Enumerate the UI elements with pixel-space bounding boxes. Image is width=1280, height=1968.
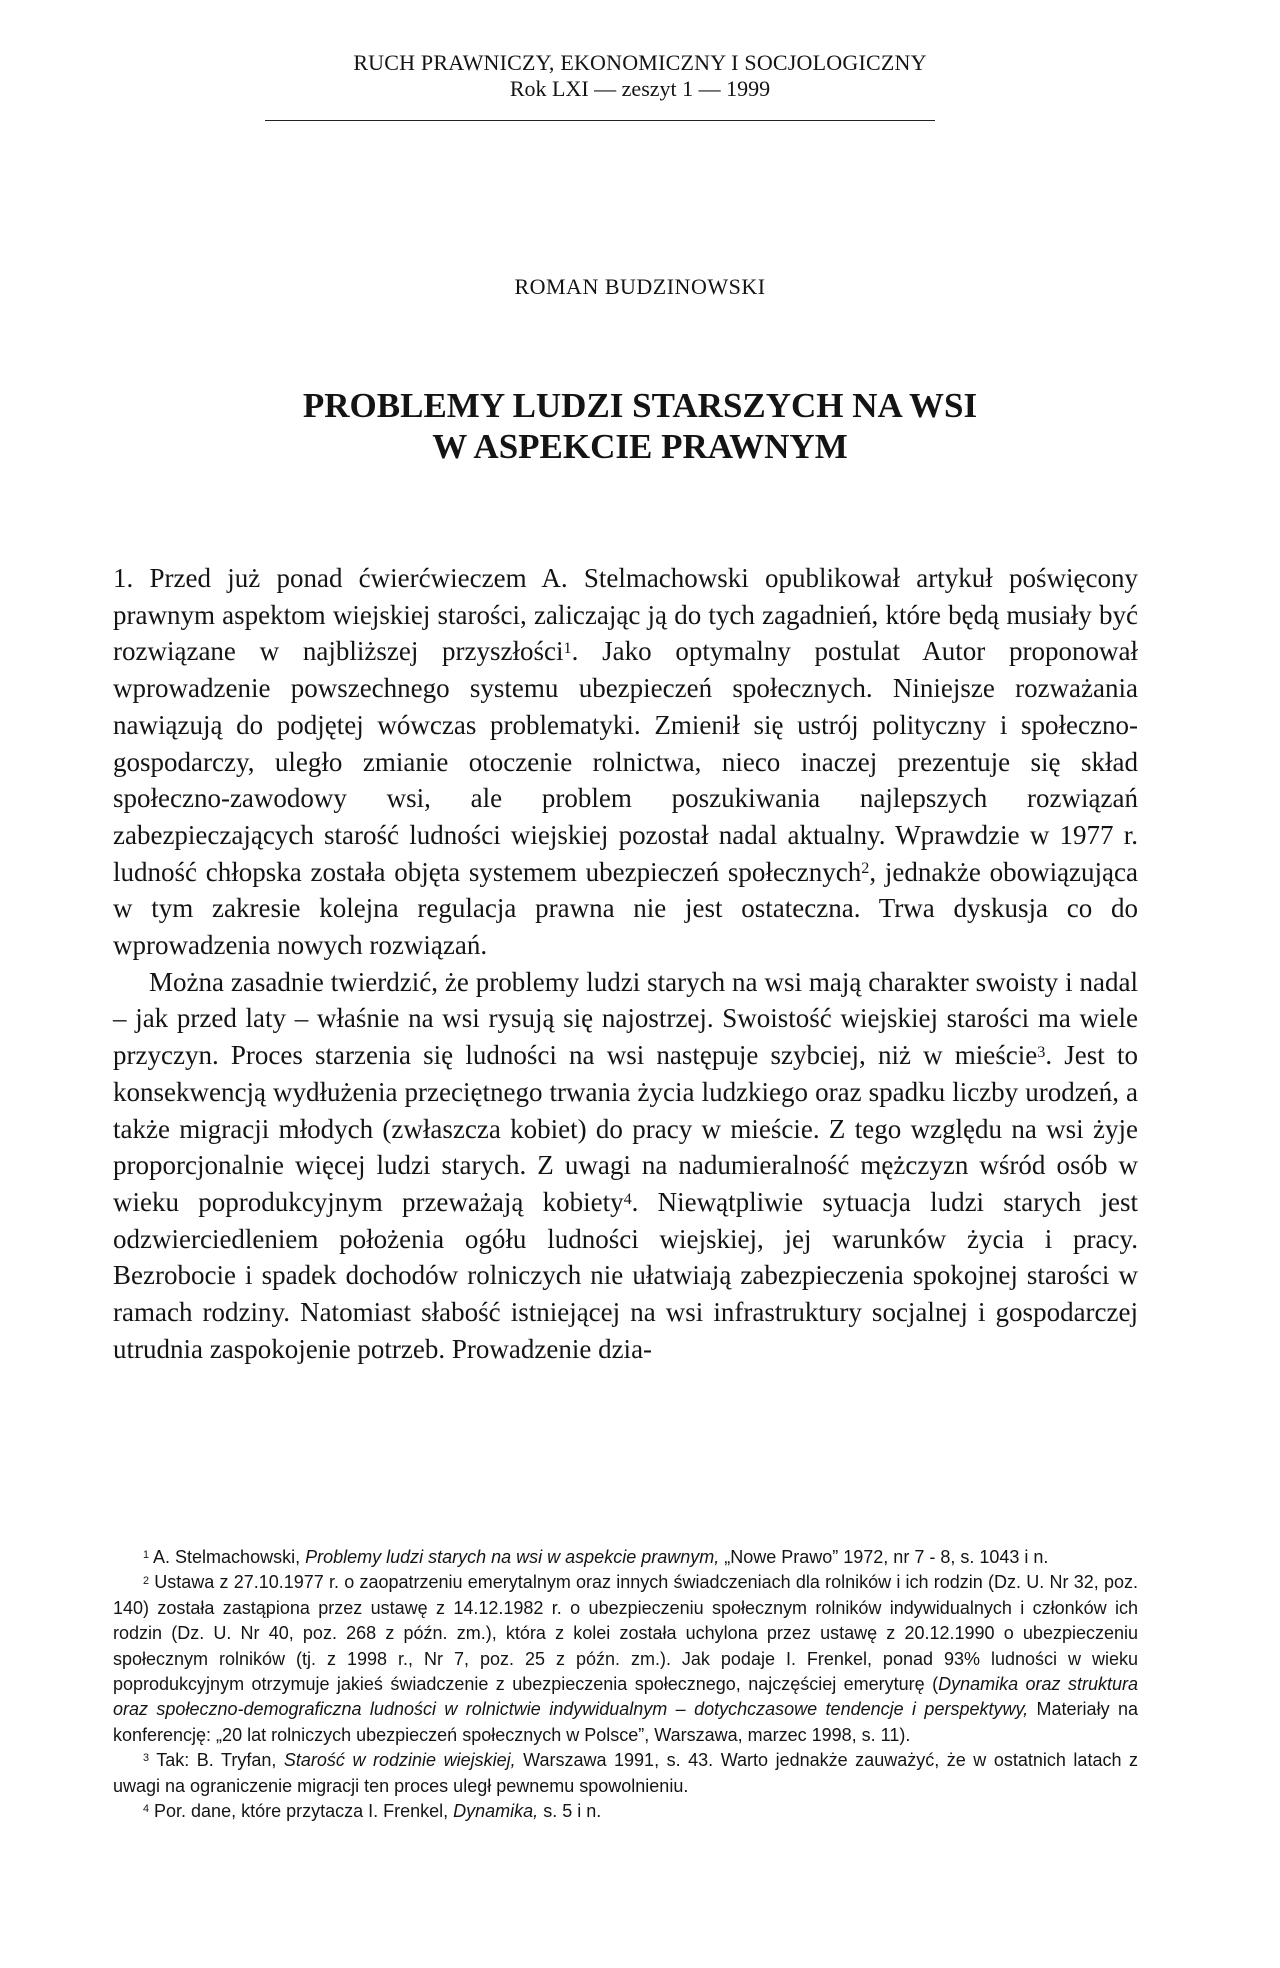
footnote-ref-2: 2 (861, 859, 870, 878)
footnote-4: $^4$ Por. dane, które przytacza I. Frenkel, Dynamika, s. 5 i n. (143, 1801, 602, 1822)
article-author: ROMAN BUDZINOWSKI (514, 274, 766, 299)
footnote-ref-1: 1 (563, 639, 572, 658)
body-paragraph-1: 1. Przed już ponad ćwierćwieczem A. Stelmachowski opublikował artykuł poświęcony prawnym aspektom wiejskiej starości, zaliczając ją do tych zagadnień, które będą musiały być rozwiązane w najbliższej przyszłości$^1$. Jako optymalny postulat Autor proponował wprowadzenie powszechnego systemu ubezpieczeń społecznych. Niniejsze rozważania nawiązują do podjętej wówczas problematyki. Zmienił się ustrój polityczny i społeczno-gospodarczy, uległo zmianie otoczenie rolnictwa, nieco inaczej prezentuje się skład społeczno-zawodowy wsi, ale problem poszukiwania najlepszych rozwiązań zabezpieczających starość ludności wiejskiej pozostał nadal aktualny. Wprawdzie w 1977 r. ludność chłopska została objęta systemem ubezpieczeń społecznych$^2$, jednakże obowiązująca w tym zakresie kolejna regulacja prawna nie jest ostateczna. Trwa dyskusja co do wprowadzenia nowych rozwiązań. (113, 563, 1138, 961)
footnote-3: $^3$ Tak: B. Tryfan, Starość w rodzinie wiejskiej, Warszawa 1991, s. 43. Warto jednakże zauważyć, że w ostatnich latach z uwagi na ograniczenie migracji ten proces uległ pewnemu spowolnieniu. (113, 1750, 1139, 1796)
article-body (113, 560, 1138, 1367)
title-line-2: W ASPEKCIE PRAWNYM (432, 427, 848, 466)
journal-header (0, 50, 1280, 102)
footnote-ref-3: 3 (1037, 1042, 1046, 1061)
journal-name: RUCH PRAWNICZY, EKONOMICZNY I SOCJOLOGICZNY (353, 50, 927, 75)
journal-issue: Rok LXI — zeszyt 1 — 1999 (509, 76, 771, 101)
footnotes (113, 1545, 1138, 1824)
body-paragraph-2: Można zasadnie twierdzić, że problemy ludzi starych na wsi mają charakter swoisty i nadal – jak przed laty – właśnie na wsi rysują się najostrzej. Swoistość wiejskiej starości ma wiele przyczyn. Proces starzenia się ludności na wsi następuje szybciej, niż w mieście$^3$. Jest to konsekwencją wydłużenia przeciętnego trwania życia ludzkiego oraz spadku liczby urodzeń, a także migracji młodych (zwłaszcza kobiet) do pracy w mieście. Z tego względu na wsi żyje proporcjonalnie więcej ludzi starych. Z uwagi na nadumieralność mężczyzn wśród osób w wieku poprodukcyjnym przeważają kobiety$^4$. Niewątpliwie sytuacja ludzi starych jest odzwierciedleniem położenia ogółu ludności wiejskiej, jej warunków życia i pracy. Bezrobocie i spadek dochodów rolniczych nie ułatwiają zabezpieczenia spokojnej starości w ramach rodziny. Natomiast słabość istniejącej na wsi infrastruktury socjalnej i gospodarczej utrudnia zaspokojenie potrzeb. Prowadzenie dzia- (113, 966, 1138, 1364)
header-rule (265, 120, 935, 121)
footnote-1: $^1$ A. Stelmachowski, Problemy ludzi starych na wsi w aspekcie prawnym, „Nowe Prawo” 1972, nr 7 - 8, s. 1043 i n. (143, 1547, 1049, 1567)
footnote-2: $^2$ Ustawa z 27.10.1977 r. o zaopatrzeniu emerytalnym oraz innych świadczeniach dla rolników i ich rodzin (Dz. U. Nr 32, poz. 140) została zastąpiona przez ustawę z 14.12.1982 r. o ubezpieczeniu społecznym rolników indywidualnych i członków ich rodzin (Dz. U. Nr 40, poz. 268 z późn. zm.), która z kolei została uchylona przez ustawę z 20.12.1990 o ubezpieczeniu społecznym rolników (tj. z 1998 r., Nr 7, poz. 25 z późn. zm.). Jak podaje I. Frenkel, ponad 93% ludności w wieku poprodukcyjnym otrzymuje jakieś świadczenie z ubezpieczenia społecznego, najczęściej emeryturę (Dynamika oraz struktura oraz społeczno-demograficzna ludności w rolnictwie indywidualnym – dotychczasowe tendencje i perspektywy, Materiały na konferencję: „20 lat rolniczych ubezpieczeń społecznych w Polsce”, Warszawa, marzec 1998, s. 11). (113, 1572, 1138, 1745)
footnote-ref-4: 4 (623, 1189, 632, 1208)
article-title (0, 385, 1280, 467)
title-line-1: PROBLEMY LUDZI STARSZYCH NA WSI (302, 386, 978, 425)
